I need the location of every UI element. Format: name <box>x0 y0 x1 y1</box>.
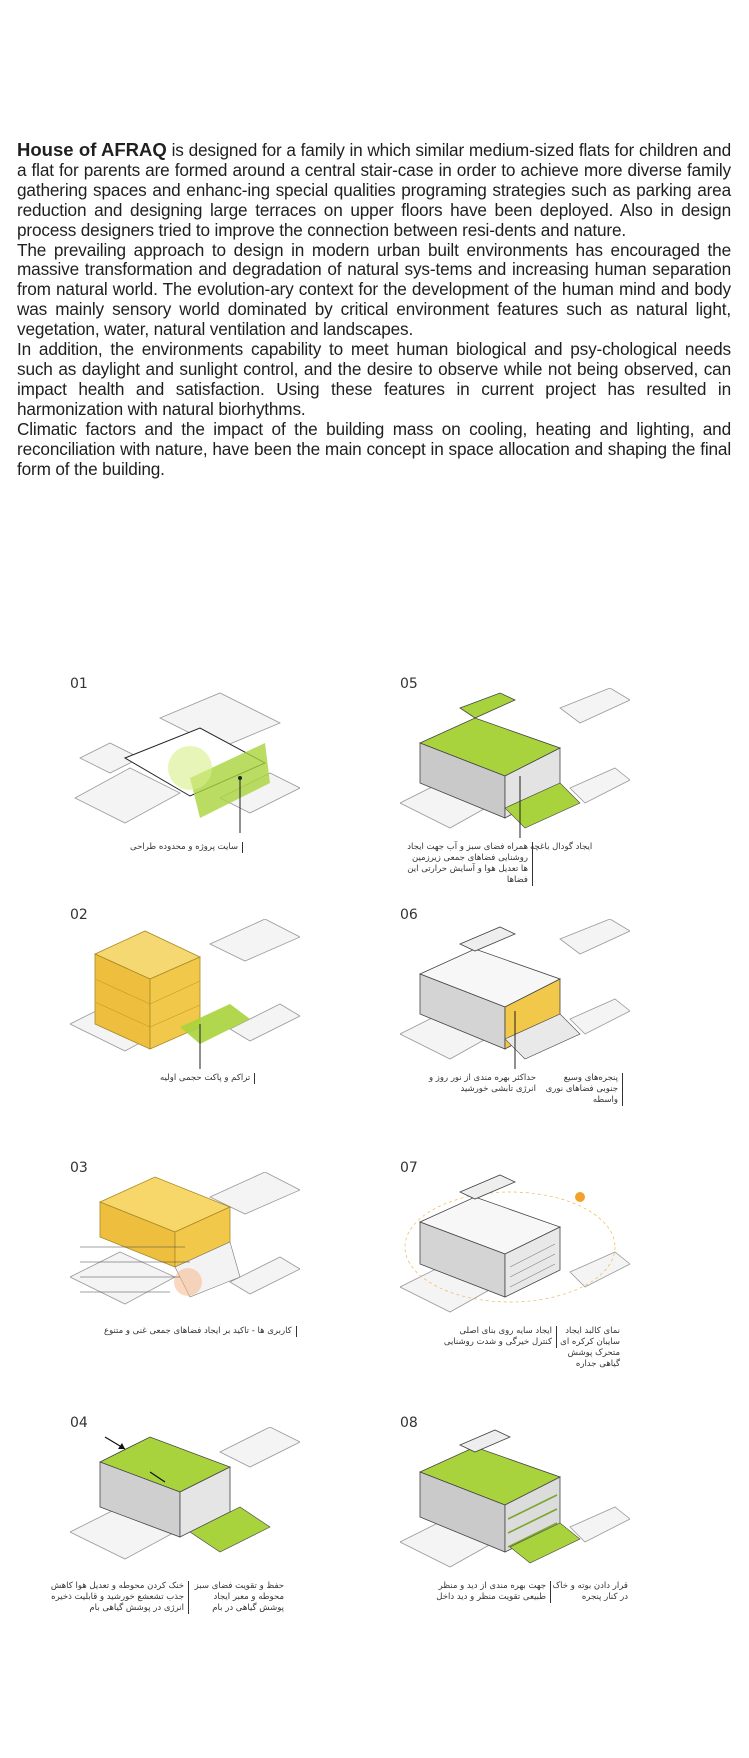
axonometric-diagram-03 <box>70 1172 300 1332</box>
diagram-panel-04 <box>50 1415 390 1645</box>
diagram-number: 02 <box>70 907 88 923</box>
diagram-panel-07 <box>400 1160 720 1390</box>
diagram-number: 01 <box>70 676 88 692</box>
paragraph-2: The prevailing approach to design in modern urban built environments has encouraged the massive transformation and degradation of natural sys-tems and increasing human separation from natural world. The evolution-ary context for the development of the human mind and body was mainly sensory world dominated by critical environment features such as natural light, vegetation, water, natural ventilation and landscapes. <box>17 239 731 340</box>
caption-04b: خنک کردن محوطه و تعدیل هوا کاهش جذب تشعشع خورشید و قابلیت ذخیره انرژی در پوشش گیاهی بام <box>40 1581 189 1614</box>
axonometric-diagram-07 <box>400 1172 630 1332</box>
diagram-panel-01 <box>70 676 390 906</box>
caption-01: سایت پروژه و محدوده طراحی <box>130 842 243 853</box>
axonometric-diagram-06 <box>400 919 630 1079</box>
caption-06b: حداکثر بهره مندی از نور روز و انرژی تابشی خورشید <box>429 1073 536 1094</box>
axonometric-diagram-05 <box>400 688 630 848</box>
caption-03: کاربری ها - تاکید بر ایجاد فضاهای جمعی غنی و متنوع <box>104 1326 297 1337</box>
project-title: House of AFRAQ <box>17 139 167 160</box>
diagram-panel-06 <box>400 907 720 1137</box>
axonometric-diagram-01 <box>70 688 300 848</box>
caption-08b: جهت بهره مندی از دید و منظر طبیعی تقویت منظر و دید داخل <box>434 1581 551 1603</box>
paragraph-1 <box>17 140 731 241</box>
axonometric-diagram-04 <box>70 1427 300 1587</box>
axonometric-diagram-08 <box>400 1427 630 1587</box>
diagram-number: 07 <box>400 1160 418 1176</box>
diagram-panel-03 <box>70 1160 390 1390</box>
caption-05a: ایجاد گودال باغچه <box>530 842 593 852</box>
diagram-panel-02 <box>70 907 390 1137</box>
diagram-number: 04 <box>70 1415 88 1431</box>
diagram-panel-08 <box>400 1415 720 1645</box>
caption-04a: حفظ و تقویت فضای سبز محوطه و معبر ایجاد پوشش گیاهی در بام <box>194 1581 284 1613</box>
paragraph-4: Climatic factors and the impact of the building mass on cooling, heating and lighting, and reconciliation with nature, have been the main concept in space allocation and shaping the final form of the building. <box>17 418 731 479</box>
paragraph-3: In addition, the environments capability to meet human biological and psy-chological needs such as daylight and sunlight control, and the desire to observe while not being observed, can impact health and satisfaction. Using these features in current project has resulted in harmonization with natural biorhythms. <box>17 339 731 419</box>
caption-08a: قرار دادن بوته و خاک در کنار پنجره <box>552 1581 628 1602</box>
intro-text <box>17 140 731 479</box>
axonometric-diagram-02 <box>70 919 300 1079</box>
paragraph-1-body: is designed for a family in which similar medium-sized flats for children and a flat for parents are formed around a central stair-case in order to achieve more diverse family gathering spaces and enhanc-ing special qualities programing strategies such as parking area reduction and designing large terraces on upper floors have been deployed. Also in design process designers tried to improve the connection between resi-dents and nature. <box>17 140 731 240</box>
diagram-panel-05 <box>400 676 720 906</box>
caption-02: تراکم و پاکت حجمی اولیه <box>160 1073 255 1084</box>
caption-06a: پنجره‌های وسیع جنوبی فضاهای نوری واسطه <box>540 1073 623 1106</box>
diagram-number: 05 <box>400 676 418 692</box>
caption-07a: نمای کالبد ایجاد سایبان کرکره ای متحرک پوشش گیاهی جداره <box>560 1326 620 1369</box>
diagram-number: 06 <box>400 907 418 923</box>
caption-07b: ایجاد سایه روی بنای اصلی کنترل خیرگی و شدت روشنایی <box>440 1326 557 1348</box>
diagram-number: 08 <box>400 1415 418 1431</box>
caption-05b: همراه فضای سبز و آب جهت ایجاد روشنایی فضاهای جمعی زیرزمین ها تعدیل هوا و آسایش حرارتی این فضاها <box>406 842 533 886</box>
diagram-number: 03 <box>70 1160 88 1176</box>
